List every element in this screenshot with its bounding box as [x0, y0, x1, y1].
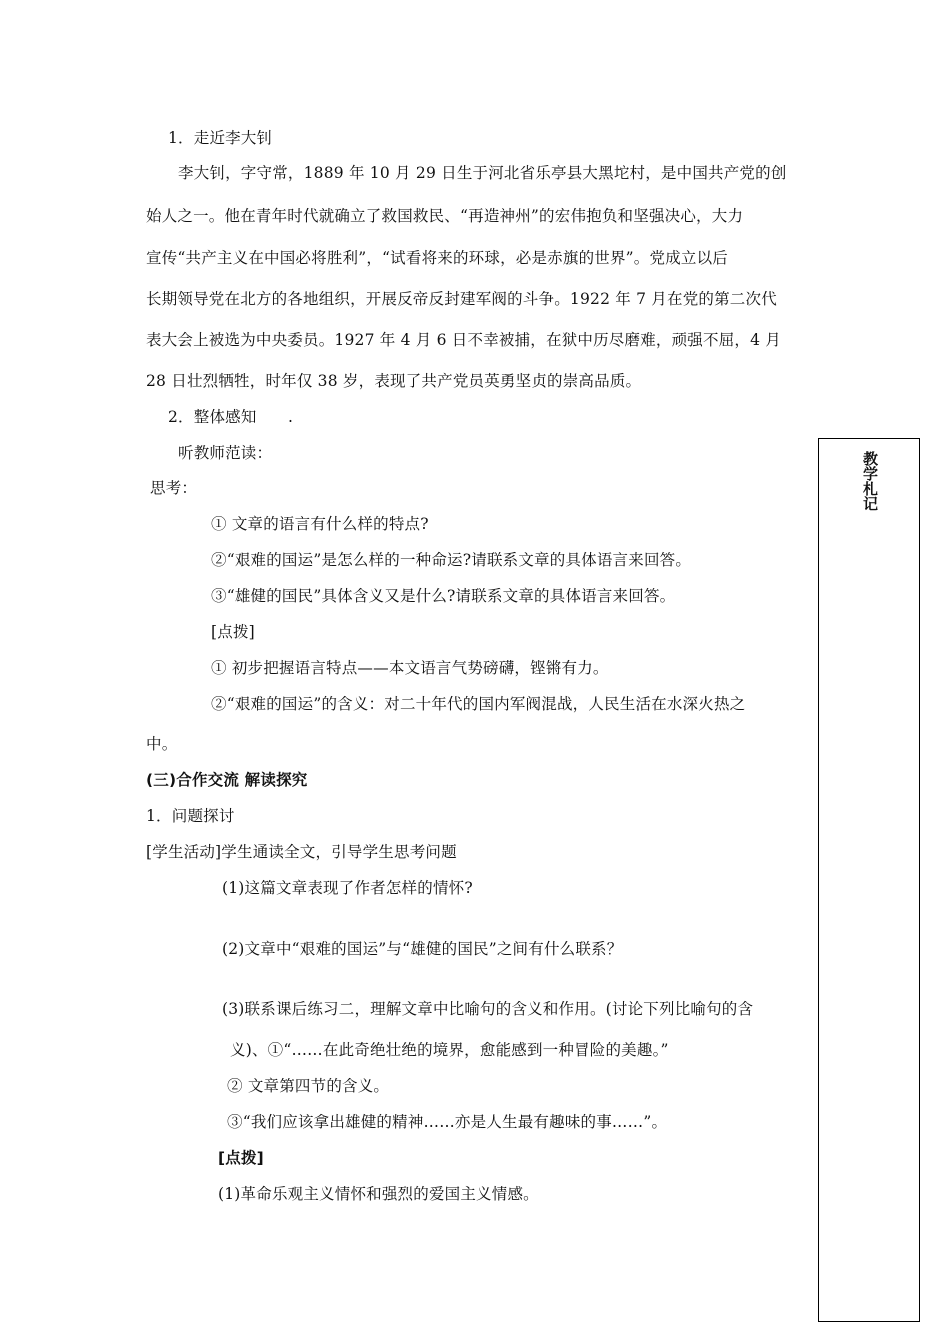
- paragraph-line: 表大会上被选为中央委员。1927 年 4 月 6 日不幸被捕，在狱中历尽磨难，顽强不屈，4 月: [146, 331, 781, 349]
- question-item: ① 文章的语言有什么样的特点?: [211, 515, 429, 533]
- student-activity-line: [学生活动]学生通读全文，引导学生思考问题: [146, 843, 457, 861]
- answer-item: (1)革命乐观主义情怀和强烈的爱国主义情感。: [218, 1185, 539, 1203]
- hint-item: ① 初步把握语言特点——本文语言气势磅礴，铿锵有力。: [211, 659, 609, 677]
- hint-item-continuation: 中。: [146, 735, 178, 753]
- hint-item: ②“艰难的国运”的含义：对二十年代的国内军阀混战，人民生活在水深火热之: [211, 695, 746, 713]
- teaching-notes-title: 教学札记: [861, 451, 879, 511]
- hint-label-bold: [点拨]: [218, 1149, 264, 1167]
- discussion-question: (2)文章中“艰难的国运”与“雄健的国民”之间有什么联系？: [222, 940, 623, 958]
- paragraph-line: 李大钊，字守常，1889 年 10 月 29 日生于河北省乐亭县大黑坨村，是中国共产党的创: [178, 164, 787, 182]
- discussion-subitem: ② 文章第四节的含义。: [227, 1077, 390, 1095]
- section-heading-overall: 2．整体感知 .: [168, 408, 294, 426]
- think-label: 思考：: [150, 479, 198, 497]
- paragraph-line: 始人之一。他在青年时代就确立了救国救民、“再造神州”的宏伟抱负和坚强决心，大力: [146, 207, 744, 225]
- question-item: ②“艰难的国运”是怎么样的一种命运?请联系文章的具体语言来回答。: [211, 551, 692, 569]
- discussion-question-continuation: 义)、①“……在此奇绝壮绝的境界，愈能感到一种冒险的美趣。”: [230, 1041, 669, 1059]
- section-heading-li-dazhao: 1．走近李大钊: [168, 129, 273, 147]
- discussion-question: (1)这篇文章表现了作者怎样的情怀?: [222, 879, 473, 897]
- subheading-problem: 1．问题探讨: [146, 807, 235, 825]
- question-item: ③“雄健的国民”具体含义又是什么?请联系文章的具体语言来回答。: [211, 587, 676, 605]
- listen-reading-line: 听教师范读：: [178, 444, 273, 462]
- section-heading-cooperate: (三)合作交流 解读探究: [146, 771, 308, 789]
- hint-label: [点拨]: [211, 623, 255, 641]
- paragraph-line: 长期领导党在北方的各地组织，开展反帝反封建军阀的斗争。1922 年 7 月在党的第二次代: [146, 290, 777, 308]
- paragraph-line: 28 日壮烈牺牲，时年仅 38 岁，表现了共产党员英勇坚贞的崇高品质。: [146, 372, 642, 390]
- teaching-notes-box: [818, 438, 920, 1322]
- discussion-question: (3)联系课后练习二，理解文章中比喻句的含义和作用。(讨论下列比喻句的含: [222, 1000, 754, 1018]
- paragraph-line: 宣传“共产主义在中国必将胜利”，“试看将来的环球，必是赤旗的世界”。党成立以后: [146, 249, 728, 267]
- discussion-subitem: ③“我们应该拿出雄健的精神……亦是人生最有趣味的事……”。: [227, 1113, 668, 1131]
